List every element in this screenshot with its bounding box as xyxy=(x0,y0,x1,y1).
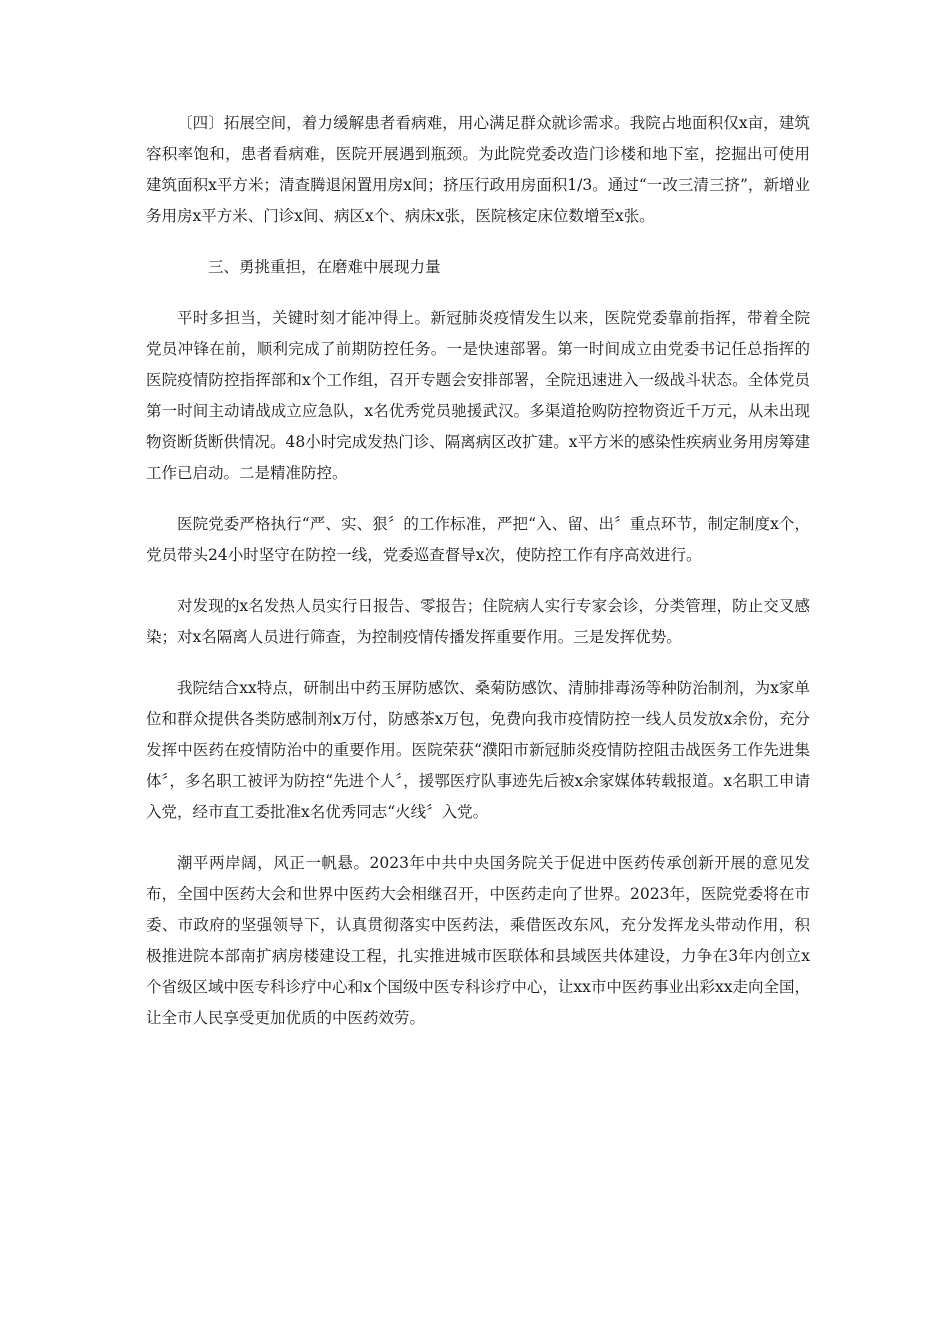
paragraph-expand-space: 〔四〕拓展空间，着力缓解患者看病难，用心满足群众就诊需求。我院占地面积仅x亩，建筑容积率饱和，患者看病难，医院开展遇到瓶颈。为此院党委改造门诊楼和地下室，挖掘出可使用建筑面积x平方米；清查腾退闲置用房x间；挤压行政用房面积1/3。通过“一改三清三挤”，新增业务用房x平方米、门诊x间、病区x个、病床x张，医院核定床位数增至x张。 xyxy=(146,114,810,225)
paragraph-outlook: 潮平两岸阔，风正一帆悬。2023年中共中央国务院关于促进中医药传承创新开展的意见发布，全国中医药大会和世界中医药大会相继召开，中医药走向了世界。2023年，医院党委将在市委、市政府的坚强领导下，认真贯彻落实中医药法，乘借医改东风，充分发挥龙头带动作用，积极推进院本部南扩病房楼建设工程，扎实推进城市医联体和县域医共体建设，力争在3年内创立x个省级区域中医专科诊疗中心和x个国级中医专科诊疗中心，让xx市中医药事业出彩xx走向全国，让全市人民享受更加优质的中医药效劳。 xyxy=(146,854,810,1027)
section-heading: 三、勇挑重担，在磨难中展现力量 xyxy=(208,258,441,276)
paragraph-screening: 对发现的x名发热人员实行日报告、零报告；住院病人实行专家会诊，分类管理，防止交叉感染；对x名隔离人员进行筛查，为控制疫情传播发挥重要作用。三是发挥优势。 xyxy=(146,597,810,646)
paragraph-control-standards: 医院党委严格执行“严、实、狠〞的工作标准，严把“入、留、出〞重点环节，制定制度x个，党员带头24小时坚守在防控一线，党委巡查督导x次，使防控工作有序高效进行。 xyxy=(146,515,810,564)
document-body xyxy=(146,108,810,1034)
paragraph-tcm-advantage: 我院结合xx特点，研制出中药玉屏防感饮、桑菊防感饮、清肺排毒汤等种防治制剂，为x家单位和群众提供各类防感制剂x万付，防感茶x万包，免费向我市疫情防控一线人员发放x余份，充分发挥中医药在疫情防治中的重要作用。医院荣获“濮阳市新冠肺炎疫情防控阻击战医务工作先进集体〞，多名职工被评为防控“先进个人〞，援鄂医疗队事迹先后被x余家媒体转载报道。x名职工申请入党，经市直工委批准x名优秀同志“火线〞入党。 xyxy=(146,679,810,821)
paragraph-epidemic-response: 平时多担当，关键时刻才能冲得上。新冠肺炎疫情发生以来，医院党委靠前指挥，带着全院党员冲锋在前，顺利完成了前期防控任务。一是快速部署。第一时间成立由党委书记任总指挥的医院疫情防控指挥部和x个工作组，召开专题会安排部署，全院迅速进入一级战斗状态。全体党员第一时间主动请战成立应急队，x名优秀党员驰援武汉。多渠道抢购防控物资近千万元，从未出现物资断货断供情况。48小时完成发热门诊、隔离病区改扩建。x平方米的感染性疾病业务用房筹建工作已启动。二是精准防控。 xyxy=(146,309,810,482)
